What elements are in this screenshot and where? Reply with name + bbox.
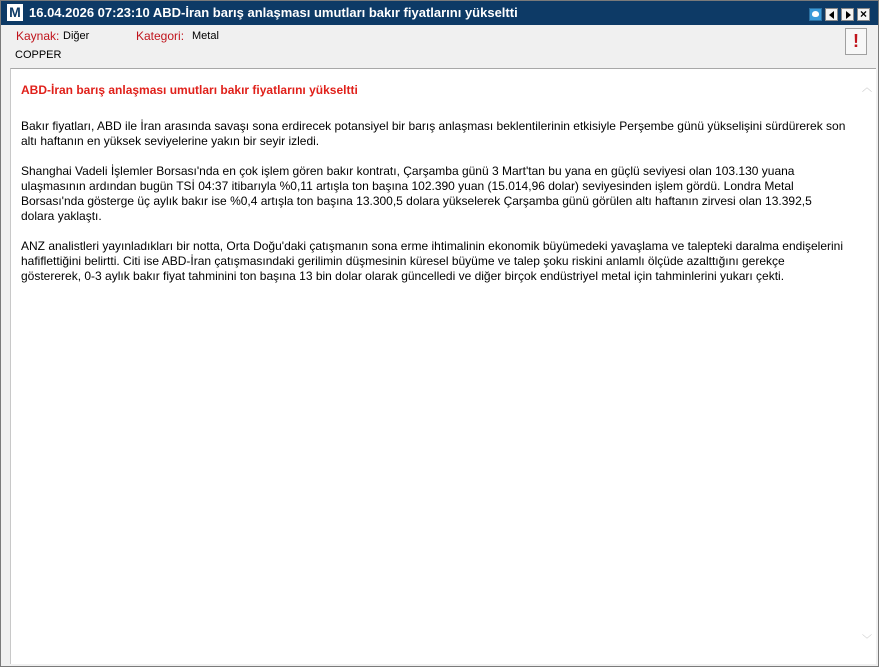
article-paragraph: Bakır fiyatları, ABD ile İran arasında savaşı sona erdirecek potansiyel bir barış anlaşması beklentilerinin etkisiyle Perşembe günü yükselişini sürdürerek son altı haftanın en yüksek seviyelerine yakın bir seyir izledi.: [21, 119, 846, 148]
window-title: 16.04.2026 07:23:10 ABD-İran barış anlaşması umutları bakır fiyatlarını yükseltti: [29, 5, 518, 20]
category-value: Metal: [192, 30, 219, 42]
arrow-right-icon: [846, 11, 851, 19]
source-label: Kaynak:: [16, 29, 60, 43]
news-meta: [1, 25, 878, 67]
alert-icon: !: [853, 31, 859, 51]
title-bar[interactable]: [1, 1, 878, 25]
scroll-down-icon[interactable]: ﹀: [862, 635, 872, 646]
app-logo: M: [7, 4, 23, 21]
instrument-code: COPPER: [15, 49, 62, 61]
previous-news-button[interactable]: [825, 8, 838, 21]
twitter-icon: [812, 11, 819, 17]
next-news-button[interactable]: [841, 8, 854, 21]
source-value: Diğer: [63, 30, 90, 42]
category-label: Kategori:: [136, 29, 185, 43]
alert-button[interactable]: [845, 28, 867, 55]
close-button[interactable]: [857, 8, 870, 21]
article-headline: ABD-İran barış anlaşması umutları bakır fiyatlarını yükseltti: [21, 83, 358, 97]
twitter-share-button[interactable]: [809, 8, 822, 21]
article-paragraph: ANZ analistleri yayınladıkları bir notta, Orta Doğu'daki çatışmanın sona erme ihtimalinin ekonomik büyümedeki yavaşlama ve talepteki daralma endişelerini hafiflettiğini belirtti. Citi ise ABD-İran çatışmasındaki gerilimin düşmesinin küresel büyüme ve talep şoku riskini anlamlı ölçüde azalttığını gerekçe göstererek, 0-3 aylık bakır fiyat tahminini ton başına 13 bin dolar olarak güncelledi ve diğer birçok endüstriyel metal için tahminlerini yukarı çekti.: [21, 239, 844, 283]
arrow-left-icon: [829, 11, 834, 19]
article-pane[interactable]: [10, 68, 876, 664]
article-paragraph: Shanghai Vadeli İşlemler Borsası'nda en çok işlem gören bakır kontratı, Çarşamba günü 3 Mart'tan bu yana en güçlü seviyesi olan 103.130 yuana ulaşmasının ardından bugün TSİ 04:37 itibarıyla %0,11 artışla ton başına 102.390 yuan (15.014,96 dolar) seviyesinden işlem gördü. Londra Metal Borsası'nda gösterge üç aylık bakır ise %0,4 artışla ton başına 13.300,5 dolara yükselerek Çarşamba günü görülen altı haftanın zirvesi olan 13.392,5 dolara yaklaştı.: [21, 164, 812, 223]
article-body: [21, 83, 846, 299]
scroll-up-icon[interactable]: ︿: [862, 83, 872, 94]
close-icon: ×: [859, 7, 867, 21]
